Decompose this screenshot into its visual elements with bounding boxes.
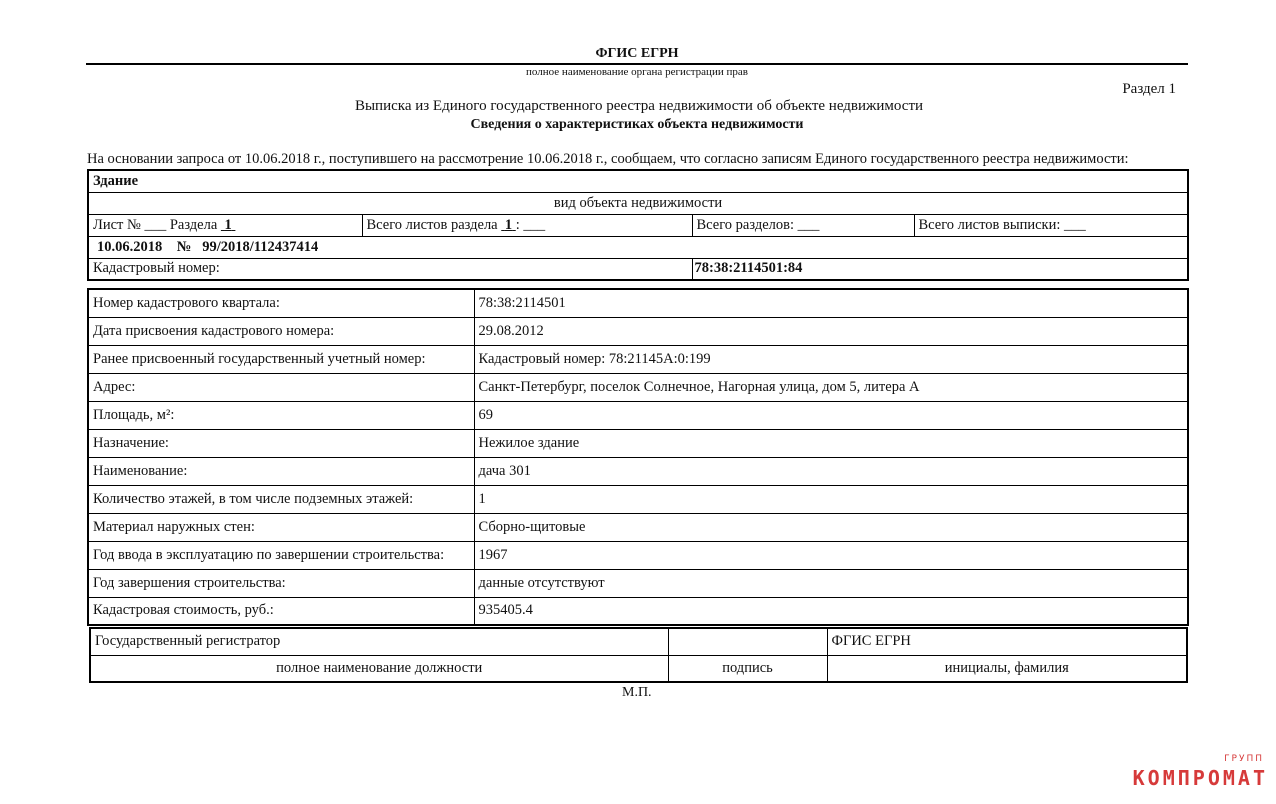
signature-table (89, 627, 1188, 683)
authority-name: ФГИС ЕГРН (595, 46, 679, 61)
total-sections-blank: ___ (797, 216, 820, 233)
signature-field (668, 628, 827, 655)
section-number: 1 (224, 216, 232, 233)
cadastral-number-label: Кадастровый номер: (88, 258, 692, 280)
property-value: Кадастровый номер: 78:21145А:0:199 (474, 345, 1188, 373)
properties-table (87, 288, 1189, 626)
property-value: Сборно-щитовые (474, 513, 1188, 541)
document-title: Выписка из Единого государственного реестра недвижимости об объекте недвижимости (354, 98, 924, 114)
property-value: 1967 (474, 541, 1188, 569)
section-word: Раздела (169, 216, 218, 233)
request-basis-text: На основании запроса от 10.06.2018 г., поступившего на рассмотрение 10.06.2018 г., сообщаем, что согласно записям Единого государственного реестра недвижимости: (87, 151, 1129, 167)
property-row (88, 429, 1188, 457)
total-sections-label: Всего разделов: (696, 216, 795, 233)
object-type: Здание (88, 170, 1188, 192)
property-row (88, 345, 1188, 373)
property-value: 935405.4 (474, 597, 1188, 625)
property-label: Ранее присвоенный государственный учетный номер: (88, 345, 474, 373)
total-sheets-section-value: 1 (504, 216, 513, 233)
property-value: Нежилое здание (474, 429, 1188, 457)
document-subtitle: Сведения о характеристиках объекта недвижимости (470, 117, 804, 132)
authority-caption: полное наименование органа регистрации прав (526, 66, 748, 78)
property-label: Номер кадастрового квартала: (88, 289, 474, 317)
property-label: Год ввода в эксплуатацию по завершении строительства: (88, 541, 474, 569)
sheet-label: Лист № (93, 216, 141, 233)
property-label: Год завершения строительства: (88, 569, 474, 597)
extract-number: 99/2018/112437414 (202, 238, 319, 255)
position-caption: полное наименование должности (90, 655, 668, 682)
property-value: 78:38:2114501 (474, 289, 1188, 317)
sheet-number-cell (88, 214, 362, 236)
property-value: дача 301 (474, 457, 1188, 485)
property-row (88, 317, 1188, 345)
property-label: Наименование: (88, 457, 474, 485)
property-label: Дата присвоения кадастрового номера: (88, 317, 474, 345)
property-value: 69 (474, 401, 1188, 429)
object-type-caption: вид объекта недвижимости (88, 192, 1188, 214)
property-row (88, 541, 1188, 569)
property-value: 29.08.2012 (474, 317, 1188, 345)
total-extract-label: Всего листов выписки: (918, 216, 1061, 233)
total-sections-cell (692, 214, 914, 236)
property-value: 1 (474, 485, 1188, 513)
property-value: Санкт-Петербург, поселок Солнечное, Нагорная улица, дом 5, литера А (474, 373, 1188, 401)
extract-date-number (88, 236, 1188, 258)
property-label: Адрес: (88, 373, 474, 401)
watermark-main-text: КОМПРОМАТ (1132, 766, 1268, 790)
object-header-table (87, 169, 1189, 281)
registrar-position: Государственный регистратор (90, 628, 668, 655)
property-label: Кадастровая стоимость, руб.: (88, 597, 474, 625)
property-row (88, 373, 1188, 401)
property-row (88, 513, 1188, 541)
property-label: Площадь, м²: (88, 401, 474, 429)
signature-caption: подпись (668, 655, 827, 682)
total-extract-sheets-cell (914, 214, 1188, 236)
section-label: Раздел 1 (1122, 81, 1176, 97)
property-row (88, 401, 1188, 429)
authority-underline (86, 63, 1188, 65)
total-extract-blank: ___ (1063, 216, 1086, 233)
property-row (88, 485, 1188, 513)
number-sign: № (176, 238, 192, 255)
stamp-place: М.П. (622, 685, 652, 700)
property-row (88, 597, 1188, 625)
sheet-blank: ___ (144, 216, 167, 233)
property-label: Количество этажей, в том числе подземных этажей: (88, 485, 474, 513)
watermark-logo (1132, 754, 1268, 790)
property-row (88, 289, 1188, 317)
property-value: данные отсутствуют (474, 569, 1188, 597)
cadastral-number-value: 78:38:2114501:84 (692, 258, 1188, 280)
watermark-small-text: ГРУПП (1224, 754, 1264, 764)
total-sheets-section-blank: ___ (523, 216, 546, 233)
registrar-name: ФГИС ЕГРН (827, 628, 1187, 655)
total-sheets-section-cell: Всего листов раздела 1 : ___ (362, 214, 692, 236)
extract-date: 10.06.2018 (97, 238, 163, 255)
property-row (88, 569, 1188, 597)
name-caption: инициалы, фамилия (827, 655, 1187, 682)
property-label: Назначение: (88, 429, 474, 457)
property-label: Материал наружных стен: (88, 513, 474, 541)
property-row (88, 457, 1188, 485)
total-sheets-section-label: Всего листов раздела (366, 216, 498, 233)
